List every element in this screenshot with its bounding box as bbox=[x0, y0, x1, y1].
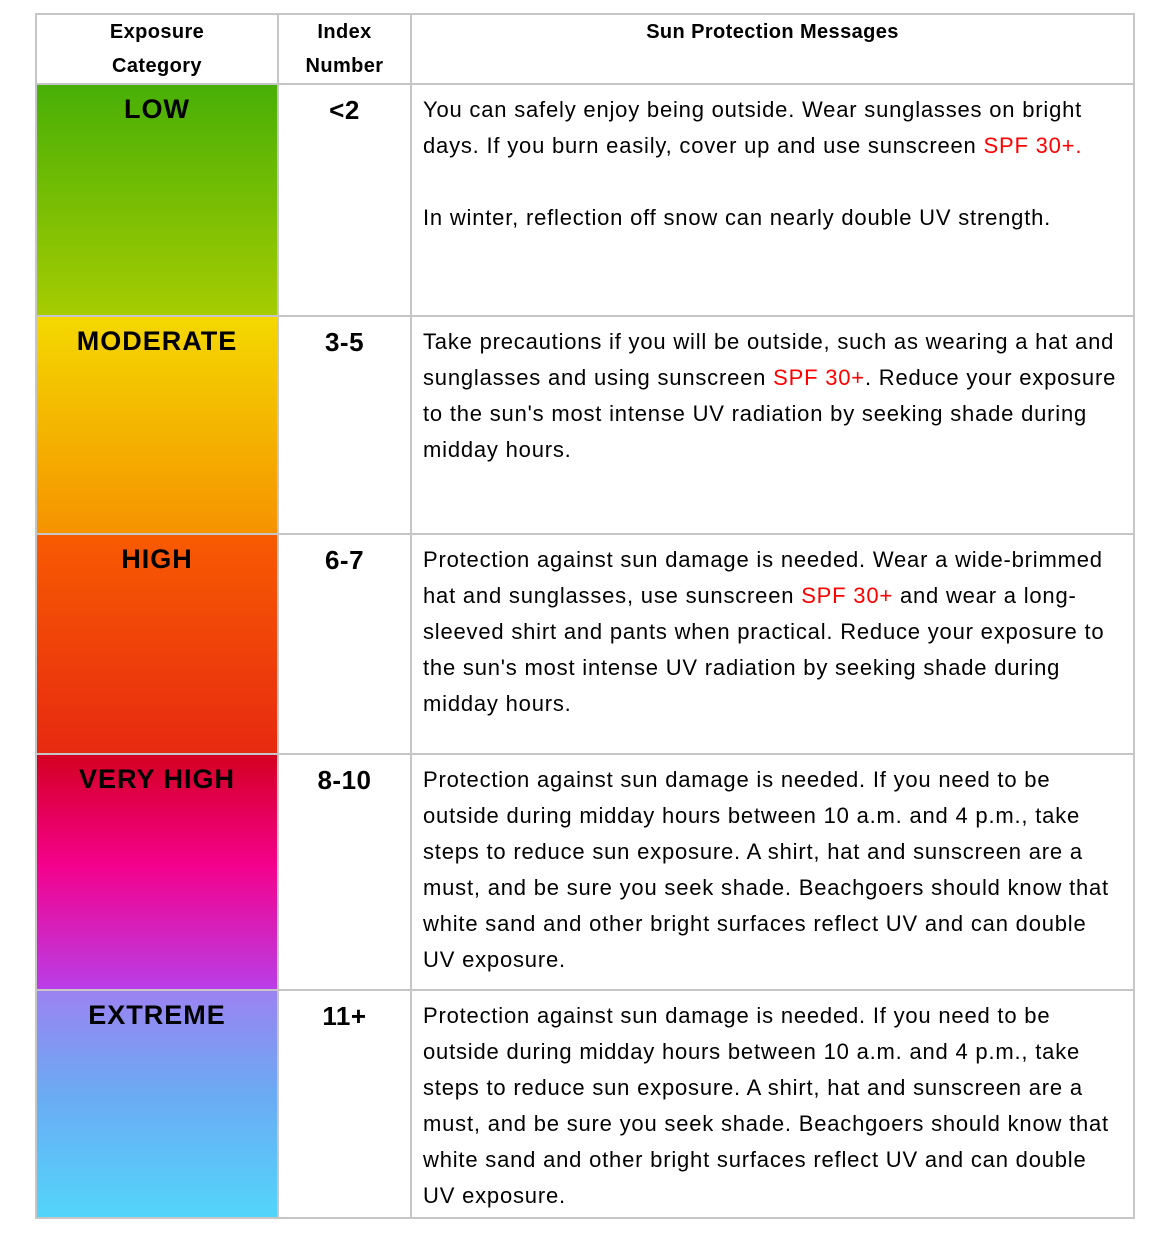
message-cell-very-high bbox=[411, 754, 1134, 990]
category-cell-very-high: VERY HIGH bbox=[36, 754, 278, 990]
header-line: Index bbox=[317, 21, 372, 43]
header-sun-protection-messages bbox=[411, 14, 1134, 84]
category-cell-moderate: MODERATE bbox=[36, 316, 278, 534]
message-paragraph bbox=[423, 200, 1121, 236]
message-text: and wear a long-sleeved shirt and pants when practical. Reduce your exposure to the sun's most intense UV radiation by seeking shade during midday hours. bbox=[423, 583, 1105, 716]
message-paragraph bbox=[423, 324, 1121, 468]
table-row-high bbox=[36, 534, 1134, 754]
uv-index-table bbox=[35, 13, 1135, 1219]
message-text: . Reduce your exposure to the sun's most intense UV radiation by seeking shade during midday hours. bbox=[423, 365, 1117, 462]
message-text: In winter, reflection off snow can nearly double UV strength. bbox=[423, 205, 1052, 230]
table-row-moderate bbox=[36, 316, 1134, 534]
index-cell-high: 6-7 bbox=[278, 534, 411, 754]
message-paragraph bbox=[423, 542, 1121, 722]
message-cell-high bbox=[411, 534, 1134, 754]
header-exposure-category bbox=[36, 14, 278, 84]
message-text: Protection against sun damage is needed. If you need to be outside during midday hours between 10 a.m. and 4 p.m., take steps to reduce sun exposure. A shirt, hat and sunscreen are a must, and be sure you seek shade. Beachgoers should know that white sand and other bright surfaces reflect UV and can double UV exposure. bbox=[423, 767, 1109, 972]
header-row bbox=[36, 14, 1134, 84]
table-row-extreme bbox=[36, 990, 1134, 1218]
message-cell-moderate bbox=[411, 316, 1134, 534]
message-text: Take precautions if you will be outside, such as wearing a hat and sunglasses and using sunscreen bbox=[423, 329, 1115, 390]
table-row-very-high bbox=[36, 754, 1134, 990]
category-cell-high: HIGH bbox=[36, 534, 278, 754]
message-paragraph bbox=[423, 998, 1121, 1214]
message-text: You can safely enjoy being outside. Wear sunglasses on bright days. If you burn easily, cover up and use sunscreen bbox=[423, 97, 1083, 158]
message-text: Protection against sun damage is needed. Wear a wide-brimmed hat and sunglasses, use sunscreen bbox=[423, 547, 1103, 608]
category-cell-extreme: EXTREME bbox=[36, 990, 278, 1218]
table-row-low bbox=[36, 84, 1134, 316]
message-cell-low bbox=[411, 84, 1134, 316]
index-cell-very-high: 8-10 bbox=[278, 754, 411, 990]
message-cell-extreme bbox=[411, 990, 1134, 1218]
message-text: Protection against sun damage is needed. If you need to be outside during midday hours between 10 a.m. and 4 p.m., take steps to reduce sun exposure. A shirt, hat and sunscreen are a must, and be sure you seek shade. Beachgoers should know that white sand and other bright surfaces reflect UV and can double UV exposure. bbox=[423, 1003, 1109, 1208]
spf-highlight-text: SPF 30+ bbox=[801, 583, 894, 608]
index-cell-extreme: 11+ bbox=[278, 990, 411, 1218]
index-cell-low: <2 bbox=[278, 84, 411, 316]
header-line: Number bbox=[305, 55, 384, 77]
category-cell-low: LOW bbox=[36, 84, 278, 316]
spf-highlight-text: SPF 30+. bbox=[983, 133, 1083, 158]
message-paragraph bbox=[423, 92, 1121, 164]
header-index-number bbox=[278, 14, 411, 84]
header-line: Sun Protection Messages bbox=[646, 21, 899, 43]
index-cell-moderate: 3-5 bbox=[278, 316, 411, 534]
header-line: Category bbox=[112, 55, 202, 77]
message-paragraph bbox=[423, 762, 1121, 978]
header-line: Exposure bbox=[109, 21, 205, 43]
spf-highlight-text: SPF 30+ bbox=[773, 365, 865, 390]
